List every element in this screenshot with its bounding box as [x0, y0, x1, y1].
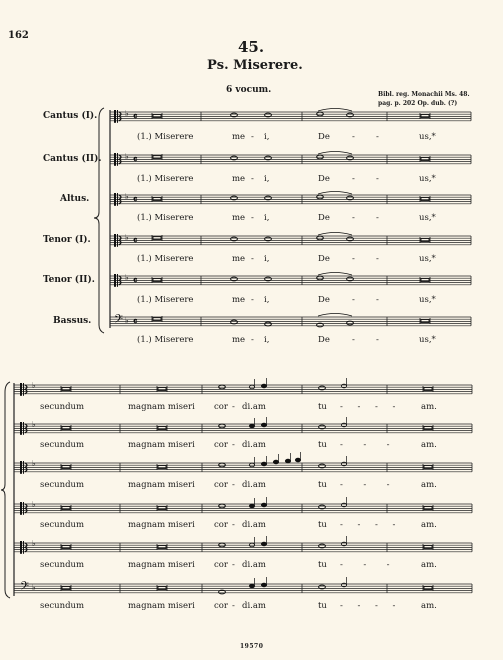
breve-note	[421, 115, 429, 118]
source-line-1: Bibl. reg. Monachii Ms. 48.	[378, 91, 470, 98]
breve-note	[158, 587, 166, 590]
note-head	[261, 542, 266, 546]
c-clef-bar	[20, 541, 22, 554]
lyric-syllable: cor	[214, 601, 228, 611]
lyric-syllable: secundum	[40, 601, 85, 611]
lyric-syllable: us,*	[419, 295, 436, 305]
lyric-syllable: tu	[318, 560, 327, 570]
breve-note	[62, 427, 70, 430]
note-head	[249, 504, 254, 508]
tie	[318, 273, 352, 276]
breve-note	[424, 427, 432, 430]
flat-sign: ♭	[125, 192, 129, 201]
tie	[318, 192, 352, 195]
lyric-syllable: di.am	[242, 601, 266, 611]
lyric-syllable: De	[318, 295, 330, 305]
breve-note	[158, 507, 166, 510]
flat-sign: ♭	[125, 316, 129, 325]
flat-sign: ♭	[32, 583, 36, 592]
lyric-syllable: tu	[318, 601, 327, 611]
lyric-syllable: me	[232, 174, 246, 184]
time-signature: 𝄴	[133, 195, 138, 206]
breve-note	[421, 198, 429, 201]
breve-note	[158, 546, 166, 549]
lyric-syllable: -	[375, 601, 378, 611]
voice-label-bassus: Bassus.	[53, 316, 92, 326]
lyric-syllable: tu	[318, 480, 327, 490]
note-head	[261, 423, 266, 427]
c-clef-bar	[20, 502, 22, 515]
lyric-syllable: us,*	[419, 254, 436, 264]
lyric-syllable: -	[376, 295, 379, 305]
lyric-syllable: -	[376, 213, 379, 223]
lyric-syllable: cor	[214, 560, 228, 570]
note-head	[295, 458, 300, 462]
breve-note	[421, 239, 429, 242]
piece-title: Ps. Miserere.	[207, 58, 303, 73]
note-head	[249, 424, 254, 428]
lyric-syllable: -	[386, 480, 390, 490]
lyric-syllable: us,*	[419, 132, 436, 142]
breve-note	[153, 198, 161, 201]
lyric-syllable: (1.) Miserere	[137, 254, 194, 264]
lyric-syllable: us,*	[419, 174, 436, 184]
lyric-syllable: -	[352, 335, 355, 345]
lyric-syllable: De	[318, 174, 330, 184]
lyric-syllable: -	[251, 295, 254, 305]
lyric-syllable: -	[251, 254, 254, 264]
flat-sign: ♭	[125, 109, 129, 118]
lyric-syllable: i,	[264, 335, 270, 345]
lyric-syllable: (1.) Miserere	[137, 213, 194, 223]
voices-count: 6 vocum.	[226, 85, 272, 95]
lyric-syllable: magnam miseri	[128, 601, 195, 611]
voice-label-cantus-2: Cantus (II).	[43, 154, 102, 164]
breve-note	[62, 587, 70, 590]
lyric-syllable: -	[340, 560, 343, 570]
lyric-syllable: -	[376, 254, 379, 264]
lyric-syllable: magnam miseri	[128, 480, 195, 490]
time-signature: 𝄴	[133, 317, 138, 328]
breve-note	[424, 466, 432, 469]
lyric-syllable: De	[318, 335, 330, 345]
lyric-syllable: secundum	[40, 560, 85, 570]
lyric-syllable: -	[251, 335, 254, 345]
lyric-syllable: -	[232, 402, 235, 412]
flat-sign: ♭	[32, 500, 36, 509]
lyric-syllable: me	[232, 213, 246, 223]
lyric-syllable: -	[232, 480, 235, 490]
lyric-syllable: De	[318, 213, 330, 223]
note-head	[273, 460, 278, 464]
lyric-syllable: (1.) Miserere	[137, 174, 194, 184]
lyric-syllable: me	[232, 132, 246, 142]
flat-sign: ♭	[32, 420, 36, 429]
lyric-syllable: -	[352, 132, 355, 142]
c-clef-bar	[114, 274, 116, 287]
lyric-syllable: di.am	[242, 402, 266, 412]
source-line-2: pag. p. 202 Op. dub. (?)	[378, 100, 458, 107]
whole-note	[265, 322, 272, 326]
flat-sign: ♭	[125, 233, 129, 242]
lyric-syllable: De	[318, 132, 330, 142]
c-clef-bar	[20, 422, 22, 435]
lyric-syllable: -	[357, 402, 361, 412]
lyric-syllable: -	[392, 402, 396, 412]
tie	[318, 233, 352, 236]
lyric-syllable: -	[392, 601, 396, 611]
time-signature: 𝄴	[133, 155, 138, 166]
lyric-syllable: cor	[214, 402, 228, 412]
breve-note	[153, 115, 161, 118]
lyric-syllable: i,	[264, 213, 270, 223]
lyric-syllable: De	[318, 254, 330, 264]
lyric-syllable: -	[363, 440, 367, 450]
breve-note	[62, 507, 70, 510]
lyric-syllable: am.	[421, 440, 437, 450]
lyric-syllable: i,	[264, 132, 270, 142]
lyric-syllable: me	[232, 295, 246, 305]
lyric-syllable: -	[251, 213, 254, 223]
lyric-syllable: -	[352, 174, 355, 184]
lyric-syllable: us,*	[419, 213, 436, 223]
note-head	[261, 583, 266, 587]
breve-note	[421, 279, 429, 282]
plate-number: 19570	[240, 643, 264, 650]
time-signature: 𝄴	[133, 112, 138, 123]
lyric-syllable: -	[340, 520, 343, 530]
breve-note	[424, 507, 432, 510]
lyric-syllable: cor	[214, 480, 228, 490]
voice-label-tenor-1: Tenor (I).	[43, 235, 91, 245]
breve-note	[153, 279, 161, 282]
lyric-syllable: -	[352, 213, 355, 223]
breve-note	[62, 388, 70, 391]
lyric-syllable: am.	[421, 480, 437, 490]
tie	[318, 109, 352, 112]
flat-sign: ♭	[32, 381, 36, 390]
lyric-syllable: -	[363, 560, 367, 570]
breve-note	[62, 466, 70, 469]
lyric-syllable: -	[340, 601, 343, 611]
lyric-syllable: -	[352, 295, 355, 305]
lyric-syllable: cor	[214, 520, 228, 530]
lyric-syllable: -	[376, 335, 379, 345]
note-head	[249, 584, 254, 588]
lyric-syllable: me	[232, 254, 246, 264]
lyric-syllable: magnam miseri	[128, 520, 195, 530]
tie	[318, 152, 352, 155]
lyric-syllable: magnam miseri	[128, 560, 195, 570]
lyric-syllable: -	[340, 402, 343, 412]
lyric-syllable: secundum	[40, 402, 85, 412]
lyric-syllable: i,	[264, 295, 270, 305]
breve-note	[421, 158, 429, 161]
lyric-syllable: -	[357, 601, 361, 611]
lyric-syllable: secundum	[40, 520, 85, 530]
time-signature: 𝄴	[133, 276, 138, 287]
lyric-syllable: me	[232, 335, 246, 345]
lyric-syllable: magnam miseri	[128, 440, 195, 450]
voice-label-altus: Altus.	[60, 194, 90, 204]
lyric-syllable: -	[363, 480, 367, 490]
c-clef-bar	[114, 234, 116, 247]
lyric-syllable: tu	[318, 440, 327, 450]
note-head	[261, 503, 266, 507]
flat-sign: ♭	[125, 152, 129, 161]
lyric-syllable: am.	[421, 601, 437, 611]
lyric-syllable: am.	[421, 520, 437, 530]
breve-note	[421, 320, 429, 323]
lyric-syllable: (1.) Miserere	[137, 295, 194, 305]
lyric-syllable: -	[376, 174, 379, 184]
c-clef-bar	[20, 383, 22, 396]
lyric-syllable: di.am	[242, 560, 266, 570]
system-brace	[94, 108, 104, 333]
lyric-syllable: tu	[318, 402, 327, 412]
lyric-syllable: i,	[264, 254, 270, 264]
lyric-syllable: -	[386, 440, 390, 450]
lyric-syllable: -	[375, 520, 378, 530]
lyric-syllable: am.	[421, 402, 437, 412]
lyric-syllable: am.	[421, 560, 437, 570]
lyric-syllable: -	[375, 402, 378, 412]
lyric-syllable: di.am	[242, 520, 266, 530]
c-clef-bar	[20, 461, 22, 474]
flat-sign: ♭	[125, 273, 129, 282]
breve-note	[158, 427, 166, 430]
lyric-syllable: -	[352, 254, 355, 264]
c-clef-bar	[114, 110, 116, 123]
lyric-syllable: -	[376, 132, 379, 142]
note-head	[285, 459, 290, 463]
lyric-syllable: -	[251, 174, 254, 184]
lyric-syllable: magnam miseri	[128, 402, 195, 412]
lyric-syllable: -	[357, 520, 361, 530]
lyric-syllable: -	[232, 601, 235, 611]
flat-sign: ♭	[32, 459, 36, 468]
bass-clef: 𝄢	[114, 313, 124, 329]
lyric-syllable: (1.) Miserere	[137, 335, 194, 345]
lyric-syllable: -	[232, 440, 235, 450]
breve-note	[424, 388, 432, 391]
breve-note	[158, 466, 166, 469]
lyric-syllable: -	[386, 560, 390, 570]
lyric-syllable: cor	[214, 440, 228, 450]
page-number: 162	[8, 30, 29, 41]
lyric-syllable: -	[232, 520, 235, 530]
note-head	[261, 384, 266, 388]
bass-clef: 𝄢	[20, 580, 30, 596]
lyric-syllable: -	[392, 520, 396, 530]
lyric-syllable: di.am	[242, 480, 266, 490]
lyric-syllable: us,*	[419, 335, 436, 345]
time-signature: 𝄴	[133, 236, 138, 247]
c-clef-bar	[114, 153, 116, 166]
breve-note	[424, 546, 432, 549]
lyric-syllable: tu	[318, 520, 327, 530]
lyric-syllable: i,	[264, 174, 270, 184]
lyric-syllable: (1.) Miserere	[137, 132, 194, 142]
lyric-syllable: -	[340, 440, 343, 450]
lyric-syllable: -	[251, 132, 254, 142]
breve-note	[424, 587, 432, 590]
note-head	[261, 462, 266, 466]
voice-label-tenor-2: Tenor (II).	[43, 275, 95, 285]
lyric-syllable: di.am	[242, 440, 266, 450]
breve-note	[62, 546, 70, 549]
lyric-syllable: secundum	[40, 480, 85, 490]
c-clef-bar	[114, 193, 116, 206]
breve-note	[158, 388, 166, 391]
flat-sign: ♭	[32, 539, 36, 548]
lyric-syllable: -	[340, 480, 343, 490]
piece-number: 45.	[238, 38, 265, 56]
lyric-syllable: -	[232, 560, 235, 570]
system-brace	[1, 382, 10, 598]
voice-label-cantus-1: Cantus (I).	[43, 111, 98, 121]
tie	[318, 314, 352, 317]
lyric-syllable: secundum	[40, 440, 85, 450]
